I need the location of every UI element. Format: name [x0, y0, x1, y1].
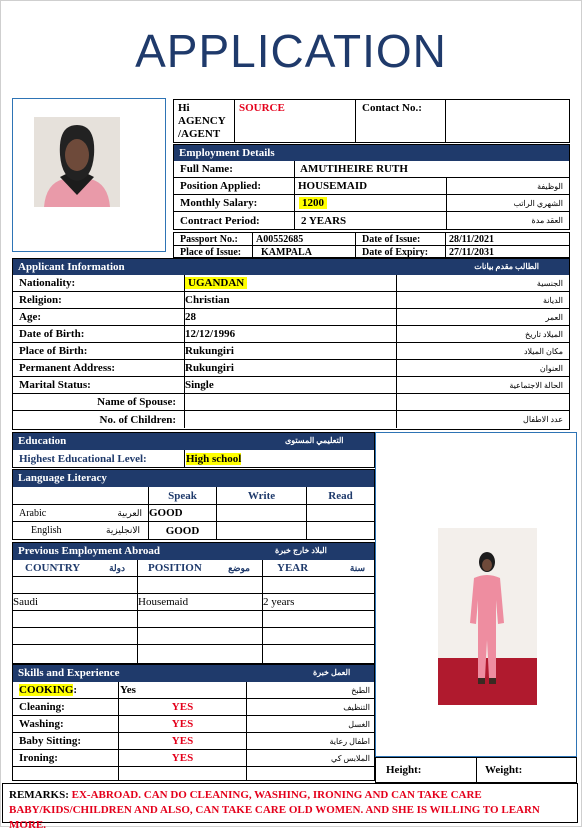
applicant-field-label: No. of Children: [13, 411, 185, 428]
skill-label: Baby Sitting: [13, 733, 119, 749]
passport-section [173, 232, 570, 258]
applicant-field-arabic: العنوان [539, 363, 563, 373]
passport-no-value: A00552685 [253, 233, 356, 245]
col-write: Write [217, 487, 307, 504]
measurements-box [375, 757, 577, 783]
skill-row [13, 733, 374, 750]
prev-position: Housemaid [138, 594, 263, 610]
applicant-row [13, 309, 569, 326]
page-title: APPLICATION [135, 25, 447, 77]
col-read: Read [328, 489, 353, 502]
cooking-label: COOKING [19, 684, 74, 696]
applicant-field-arabic [397, 394, 569, 410]
applicant-row [13, 343, 569, 360]
skills-header-arabic: العمل خبرة [313, 668, 351, 677]
lang-english-ar: الانجليزية [106, 525, 140, 535]
previous-header-arabic: البلاد خارج خبرة [275, 546, 327, 555]
contract-value: 2 YEARS [295, 212, 447, 229]
remarks-text: EX-ABROAD. CAN DO CLEANING, WASHING, IRONING AND CAN TAKE CARE BABY/KIDS/CHILDREN AND ALSO, CAN TAKE CARE OLD WOMEN. AND SHE IS WILLING TO LEARN MORE. [9, 789, 540, 831]
lang-arabic: Arabic [19, 507, 47, 519]
issue-date-label: Date of Issue: [356, 233, 446, 245]
education-header-arabic: التعليمي المستوى [285, 436, 344, 445]
applicant-field-label: Religion: [13, 292, 185, 308]
applicant-row [13, 360, 569, 377]
full-body-photo [438, 528, 537, 705]
previous-header-label: Previous Employment Abroad [18, 545, 160, 557]
applicant-field-value: 28 [185, 309, 397, 325]
col-year: YEAR [277, 562, 309, 574]
applicant-field-arabic: مكان الميلاد [523, 346, 563, 356]
skills-header-label: Skills and Experience [18, 667, 120, 679]
previous-header [13, 543, 374, 560]
skill-value: YES [119, 716, 247, 732]
salary-label: Monthly Salary: [174, 195, 295, 211]
applicant-field-value: Rukungiri [185, 360, 397, 376]
applicant-field-value: 12/12/1996 [185, 326, 397, 342]
lang-english: English [31, 525, 62, 536]
applicant-header-arabic: الطالب مقدم بيانات [474, 262, 539, 271]
portrait-photo [34, 117, 120, 207]
applicant-row [13, 292, 569, 309]
skill-row [13, 716, 374, 733]
applicant-field-value [185, 275, 397, 291]
col-year-ar: سنة [349, 562, 365, 573]
education-header [13, 433, 374, 450]
applicant-row [13, 326, 569, 343]
full-name-label: Full Name: [174, 161, 295, 177]
employment-header: Employment Details [174, 145, 569, 161]
col-position-ar: موضع [228, 562, 250, 573]
applicant-header-label: Applicant Information [18, 261, 125, 273]
skill-value: YES [119, 699, 247, 715]
position-value: HOUSEMAID [298, 178, 447, 194]
expiry-date-value: 27/11/2031 [449, 246, 495, 258]
passport-no-label: Passport No.: [174, 233, 253, 245]
skill-row [13, 750, 374, 767]
height-label: Height: [376, 758, 477, 782]
contract-label: Contract Period: [174, 212, 295, 229]
applicant-row [13, 377, 569, 394]
position-arabic: الوظيفة [537, 181, 563, 191]
skill-arabic: الملابس كي [331, 753, 370, 763]
applicant-field-value [185, 394, 397, 410]
applicant-field-label: Place of Birth: [13, 343, 185, 359]
weight-label: Weight: [485, 764, 523, 776]
applicant-field-value: Single [185, 377, 397, 393]
full-name-value: AMUTIHEIRE RUTH [300, 163, 408, 175]
skill-value: YES [119, 733, 247, 749]
skill-label: Cleaning: [13, 699, 119, 715]
col-country: COUNTRY [25, 562, 81, 574]
contact-label: Contact No.: [356, 100, 446, 142]
applicant-field-value [185, 411, 397, 428]
applicant-field-arabic: الجنسية [536, 278, 563, 288]
applicant-field-value: Rukungiri [185, 343, 397, 359]
previous-employment-section [12, 542, 375, 664]
applicant-field-arabic: الحالة الاجتماعية [509, 380, 563, 390]
skill-row [13, 699, 374, 716]
employment-section [173, 144, 570, 230]
applicant-field-arabic: العمر [545, 312, 563, 322]
issue-place-label: Place of Issue: [174, 246, 253, 258]
prev-year: 2 years [263, 596, 295, 608]
education-header-label: Education [18, 435, 67, 447]
skill-value: YES [119, 750, 247, 766]
applicant-field-label: Marital Status: [13, 377, 185, 393]
language-section [12, 469, 375, 540]
nationality-value: UGANDAN [185, 277, 247, 289]
remarks-label: REMARKS: [9, 789, 69, 801]
applicant-row [13, 275, 569, 292]
col-country-ar: دولة [109, 562, 125, 573]
applicant-field-label: Name of Spouse: [13, 394, 185, 410]
remarks-box [2, 783, 578, 831]
skill-arabic: الغسل [348, 719, 370, 729]
issue-date-value: 28/11/2021 [449, 233, 495, 245]
skill-label: COOKING : [13, 682, 119, 698]
applicant-header [13, 259, 569, 275]
edu-level-value: High school [186, 452, 242, 465]
skill-row [13, 682, 374, 699]
applicant-section [12, 258, 570, 430]
language-header: Language Literacy [13, 470, 374, 487]
applicant-field-label: Permanent Address: [13, 360, 185, 376]
skill-arabic: التنظيف [343, 702, 370, 712]
applicant-field-label: Date of Birth: [13, 326, 185, 342]
position-label: Position Applied: [174, 178, 295, 194]
applicant-row [13, 411, 569, 428]
applicant-field-arabic: عدد الاطفال [523, 415, 563, 424]
education-section [12, 432, 375, 468]
applicant-field-arabic: الميلاد تاريخ [525, 329, 563, 339]
applicant-row [13, 394, 569, 411]
skills-section [12, 664, 375, 781]
lang-arabic-speak: GOOD [149, 505, 217, 521]
issue-place-value: KAMPALA [253, 246, 356, 258]
source-label: SOURCE [235, 100, 356, 142]
contract-arabic: العقد مدة [531, 216, 563, 225]
applicant-field-arabic: الديانة [542, 295, 563, 305]
salary-arabic: الشهري الراتب [513, 198, 563, 208]
applicant-field-value: Christian [185, 292, 397, 308]
col-speak: Speak [149, 487, 217, 504]
skills-header [13, 665, 374, 682]
lang-arabic-ar: العربية [117, 507, 142, 518]
salary-value: 1200 [299, 197, 327, 209]
prev-country: Saudi [13, 594, 138, 610]
skill-label: Washing: [13, 716, 119, 732]
applicant-field-label: Nationality: [13, 275, 185, 291]
edu-level-label: Highest Educational Level: [13, 450, 185, 467]
skill-arabic: الطبخ [351, 685, 370, 695]
expiry-date-label: Date of Expiry: [356, 246, 446, 258]
applicant-field-label: Age: [13, 309, 185, 325]
col-position: POSITION [148, 562, 202, 574]
agency-label: Hi AGENCY /AGENT [174, 100, 235, 142]
skill-label: Ironing: [13, 750, 119, 766]
skill-arabic: اطفال رعاية [329, 736, 370, 746]
skill-value: Yes [119, 682, 247, 698]
lang-english-speak: GOOD [149, 522, 217, 539]
agency-box [173, 99, 570, 143]
